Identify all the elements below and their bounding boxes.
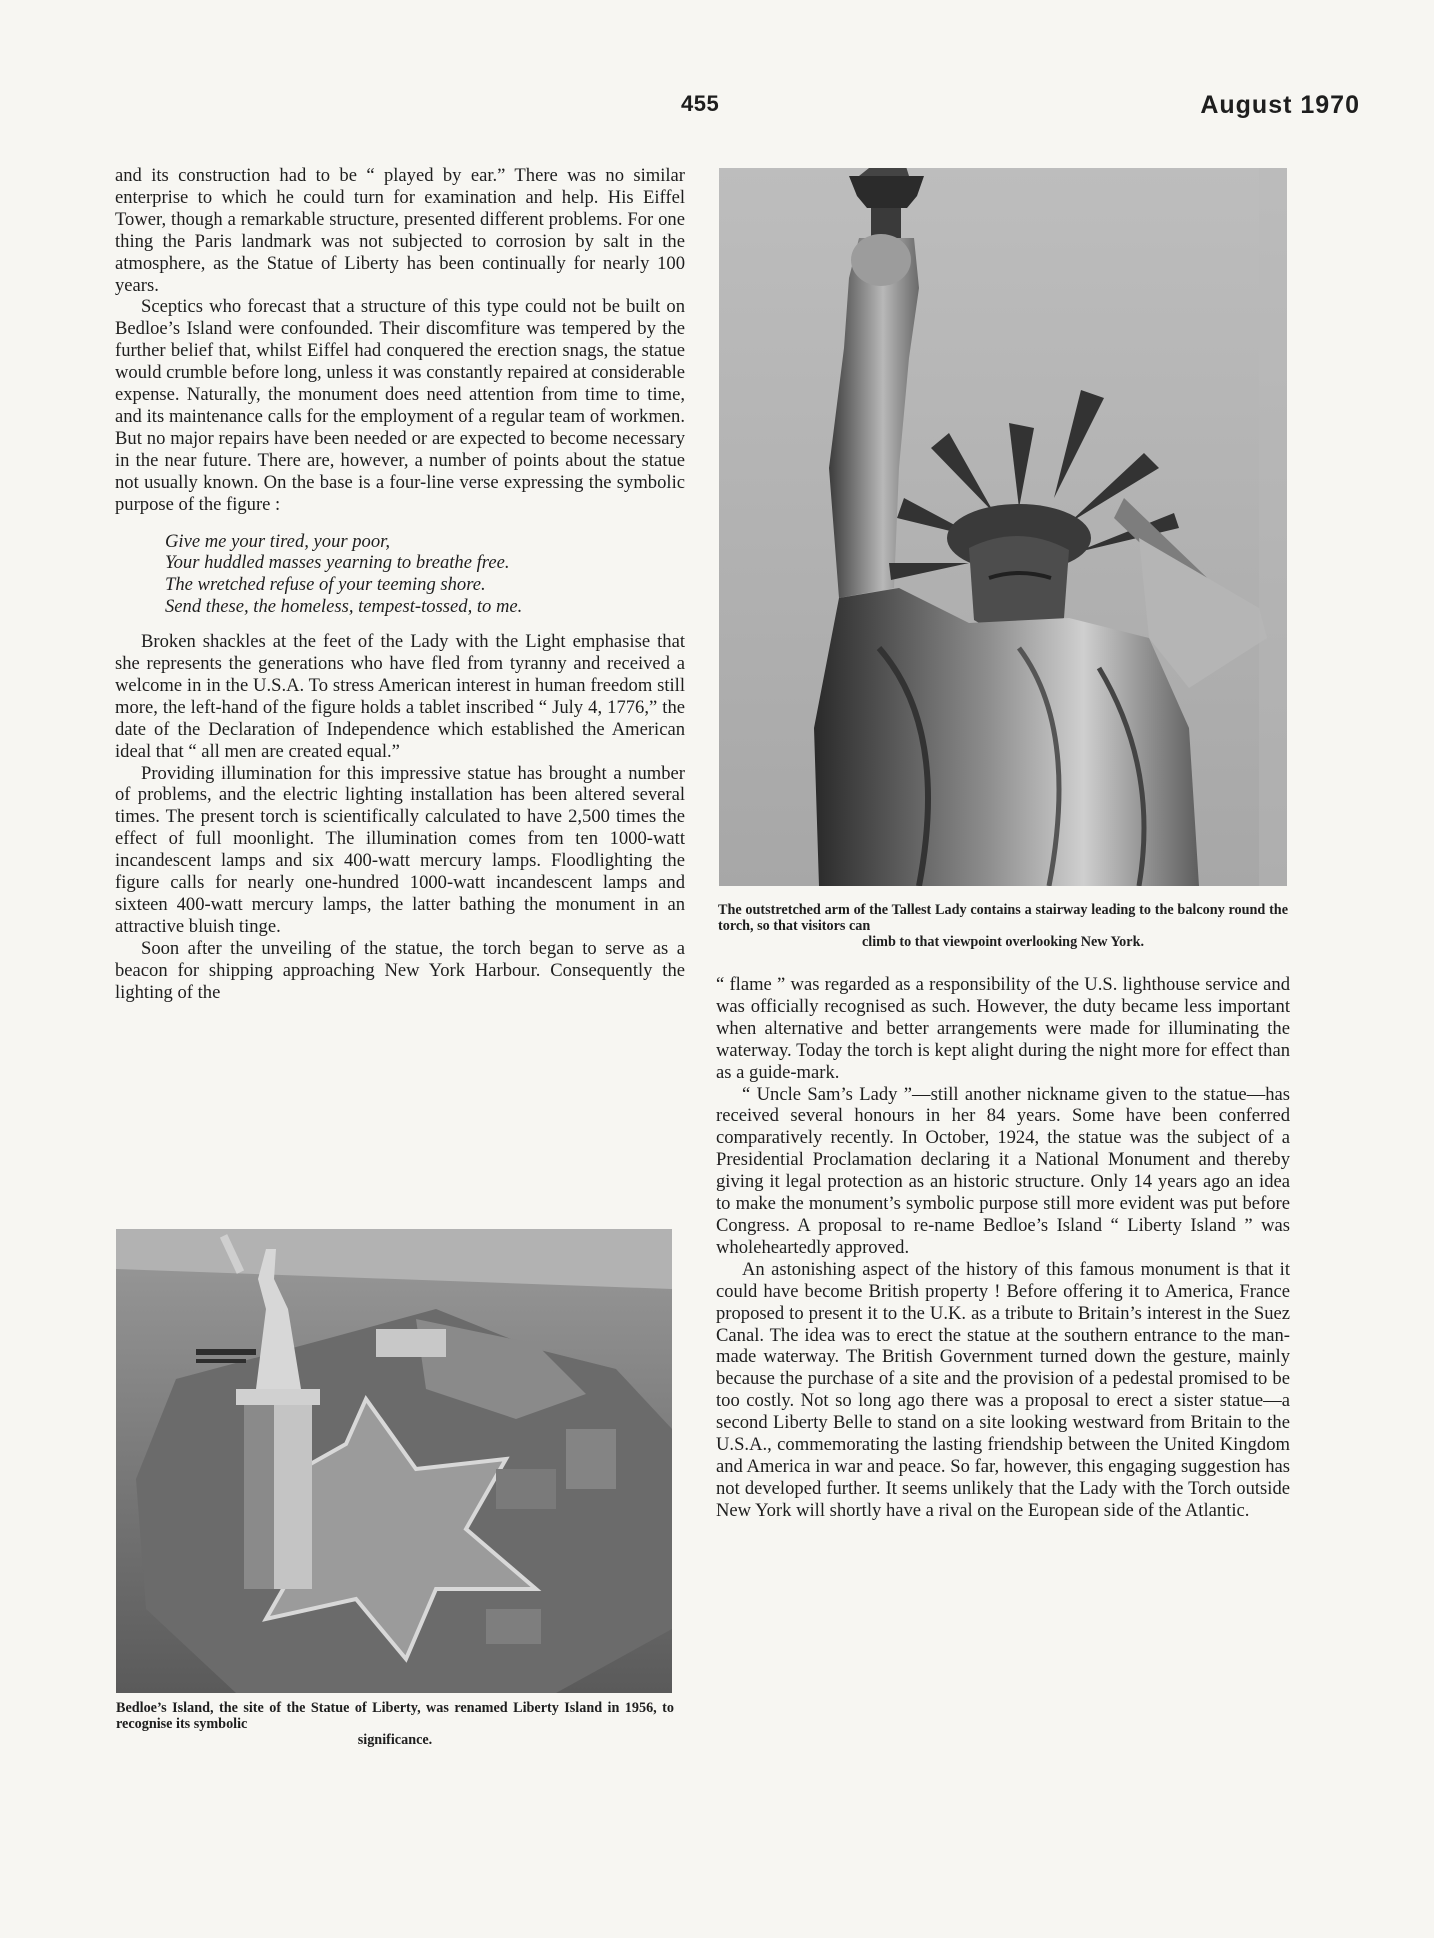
island-photo-caption	[116, 1701, 674, 1748]
statue-photo-illustration	[719, 168, 1287, 886]
article-column-left	[115, 165, 685, 1004]
caption-text: The outstretched arm of the Tallest Lady contains a stairway leading to the balcony round the torch, so that visitors can	[718, 902, 1288, 934]
article-paragraph: Sceptics who forecast that a structure of this type could not be built on Bedloe’s Island were confounded. Their discomfiture was tempered by the further belief that, whilst Eiffel had conquered the erection snags, the statue would crumble before long, unless it was constantly repaired at considerable expense. Naturally, the monument does need attention from time to time, and its maintenance calls for the employment of a regular team of workmen. But no major repairs have been needed or are expected to become necessary in the near future. There are, however, a number of points about the statue not usually known. On the base is a four-line verse expressing the symbolic purpose of the figure :	[115, 296, 685, 515]
inscription-verse	[165, 531, 685, 619]
verse-line: The wretched refuse of your teeming shore.	[165, 574, 486, 596]
article-paragraph: Soon after the unveiling of the statue, the torch began to serve as a beacon for shipping approaching New York Harbour. Consequently the lighting of the	[115, 937, 685, 1003]
article-paragraph: Providing illumination for this impressive statue has brought a number of problems, and the electric lighting installation has been altered several times. The present torch is scientifically calculated to have 2,500 times the effect of full moonlight. The illumination comes from ten 1000-watt incandescent lamps and six 400-watt mercury lamps. Floodlighting the figure calls for nearly one-hundred 1000-watt incandescent lamps and sixteen 400-watt mercury lamps, the latter bathing the monument in an attractive bluish tinge.	[115, 762, 685, 937]
article-paragraph: “ Uncle Sam’s Lady ”—still another nickname given to the statue—has received several honours in her 84 years. Some have been conferred comparatively recently. In October, 1924, the statue was the subject of a Presidential Proclamation declaring it a National Monument and thereby giving it legal protection as an historic structure. Only 14 years ago an idea to make the monument’s symbolic purpose still more evident was put before Congress. A proposal to re-name Bedloe’s Island “ Liberty Island ” was wholeheartedly approved.	[716, 1083, 1290, 1258]
article-paragraph: An astonishing aspect of the history of this famous monument is that it could have become British property ! Before offering it to America, France proposed to present it to the U.K. as a tribute to Britain’s interest in the Suez Canal. The idea was to erect the statue at the southern entrance to the man-made waterway. The British Government turned down the gesture, mainly because the purchase of a site and the provision of a pedestal promised to be too costly. Not so long ago there was a proposal to erect a sister statue—a second Liberty Belle to stand on a site looking westward from Britain to the U.S.A., commemorating the lasting friendship between the United Kingdom and America in war and peace. So far, however, this engaging suggestion has not developed further. It seems unlikely that the Lady with the Torch outside New York will shortly have a rival on the European side of the Atlantic.	[716, 1258, 1290, 1521]
verse-line: Send these, the homeless, tempest-tossed, to me.	[165, 596, 523, 618]
statue-photo	[719, 168, 1287, 886]
verse-line: Give me your tired, your poor,	[165, 530, 390, 552]
page-number: 455	[681, 91, 720, 116]
issue-date: August 1970	[1200, 91, 1360, 119]
caption-last-line: significance.	[357, 1731, 433, 1748]
article-paragraph: and its construction had to be “ played by ear.” There was no similar enterprise to which he could turn for examination and help. His Eiffel Tower, though a remarkable structure, presented different problems. For one thing the Paris landmark was not subjected to corrosion by salt in the atmosphere, as the Statue of Liberty has been continually for nearly 100 years.	[115, 165, 685, 296]
verse-line: Your huddled masses yearning to breathe free.	[165, 552, 510, 574]
article-paragraph: Broken shackles at the feet of the Lady with the Light emphasise that she represents the generations who have fled from tyranny and received a welcome in in the U.S.A. To stress American interest in human freedom still more, the left-hand of the figure holds a tablet inscribed “ July 4, 1776,” the date of the Declaration of Independence which established the American ideal that “ all men are created equal.”	[115, 631, 685, 762]
caption-last-line: climb to that viewpoint overlooking New York.	[861, 933, 1145, 950]
article-paragraph: “ flame ” was regarded as a responsibility of the U.S. lighthouse service and was officially recognised as such. However, the duty became less important when alternative and better arrangements were made for illuminating the waterway. Today the torch is kept alight during the night more for effect than as a guide-mark.	[716, 974, 1290, 1083]
article-column-right	[716, 974, 1290, 1522]
island-aerial-photo	[116, 1229, 672, 1693]
caption-text: Bedloe’s Island, the site of the Statue of Liberty, was renamed Liberty Island in 1956, to recognise its symbolic	[116, 1700, 674, 1732]
island-photo-illustration	[116, 1229, 672, 1693]
statue-photo-caption	[718, 903, 1288, 950]
